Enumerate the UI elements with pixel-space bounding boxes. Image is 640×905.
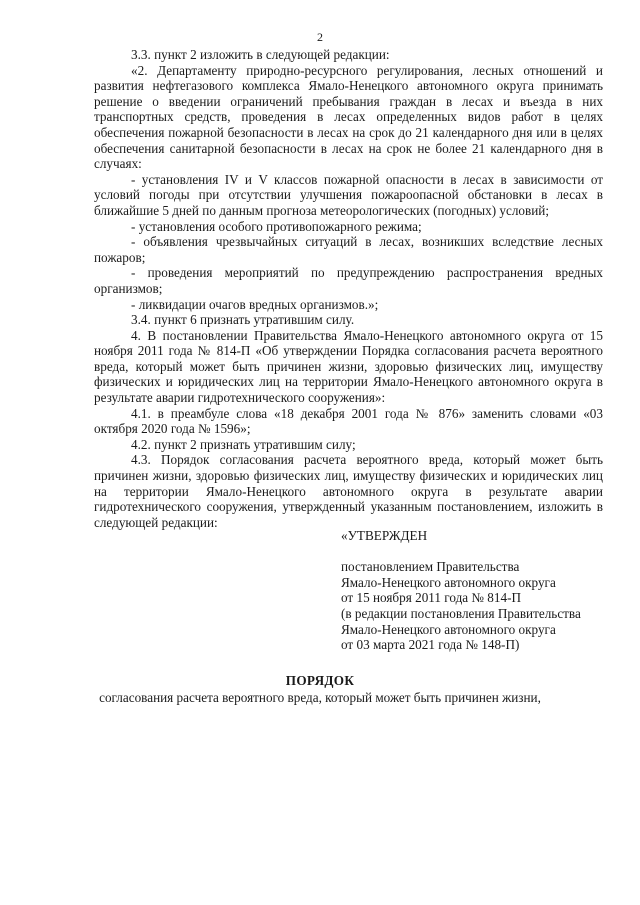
approval-line: Ямало-Ненецкого автономного округа xyxy=(341,574,556,590)
approval-heading: «УТВЕРЖДЕН xyxy=(341,528,428,543)
document-title: ПОРЯДОК xyxy=(285,673,355,688)
approval-line: постановлением Правительства xyxy=(341,559,520,575)
approval-block xyxy=(341,528,621,653)
approval-line: (в редакции постановления Правительства xyxy=(341,605,581,621)
paragraph-pest-prevention: - проведения мероприятий по предупреждению распространения вредных организмов; xyxy=(94,265,603,296)
document-subtitle: согласования расчета вероятного вреда, который может быть причинен жизни, xyxy=(99,690,541,705)
approval-line: Ямало-Ненецкого автономного округа xyxy=(341,621,556,637)
paragraph-3-4: 3.4. пункт 6 признать утратившим силу. xyxy=(131,312,355,328)
approval-line: от 15 ноября 2011 года № 814-П xyxy=(341,590,522,606)
paragraph-4: 4. В постановлении Правительства Ямало-Ненецкого автономного округа от 15 ноября 2011 года № 814-П «Об утверждении Порядка согласования расчета вероятного вреда, который может быть причинен жизни, здоровью физических лиц, имуществу физических и юридических лиц на территории Ямало-Ненецкого автономного округа в результате аварии гидротехнического сооружения»: xyxy=(94,327,603,406)
approval-line: от 03 марта 2021 года № 148-П) xyxy=(341,637,520,653)
page-number: 2 xyxy=(317,30,323,44)
paragraph-4-1: 4.1. в преамбуле слова «18 декабря 2001 года № 876» заменить словами «03 октября 2020 года № 1596»; xyxy=(94,405,603,437)
paragraph-3-3: 3.3. пункт 2 изложить в следующей редакции: xyxy=(131,47,390,62)
paragraph-4-3: 4.3. Порядок согласования расчета вероятного вреда, который может быть причинен жизни, здоровью физических лиц, имуществу физических и юридических лиц на территории Ямало-Ненецкого автономного округа в результате аварии гидротехнического сооружения, утвержденный указанным постановлением, изложить в следующей редакции: xyxy=(94,452,603,530)
document-body xyxy=(94,47,603,530)
approval-spacer xyxy=(341,544,621,560)
paragraph-4-2: 4.2. пункт 2 признать утратившим силу; xyxy=(131,436,356,452)
paragraph-special-fire-regime: - установления особого противопожарного режима; xyxy=(131,218,422,234)
paragraph-pest-elimination: - ликвидации очагов вредных организмов.»; xyxy=(131,296,379,312)
paragraph-emergency-situations: - объявления чрезвычайных ситуаций в лесах, возникших вследствие лесных пожаров; xyxy=(94,234,603,265)
paragraph-fire-danger-classes: - установления IV и V классов пожарной опасности в лесах в зависимости от условий погоды при отсутствии улучшения пожароопасной обстановки в лесах в ближайшие 5 дней по данным прогноза метеорологических (погодных) условий; xyxy=(94,171,603,218)
paragraph-point-2-text: «2. Департаменту природно-ресурсного регулирования, лесных отношений и развития нефтегазового комплекса Ямало-Ненецкого автономного округа принимать решение о введении ограничений пребывания граждан в лесах и въезда в них транспортных средств, проведения в лесах определенных видов работ в целях обеспечения пожарной безопасности в лесах на срок до 21 календарного дня или в целях обеспечения санитарной безопасности в лесах на срок не более 21 календарного дня в случаях: xyxy=(94,62,603,172)
